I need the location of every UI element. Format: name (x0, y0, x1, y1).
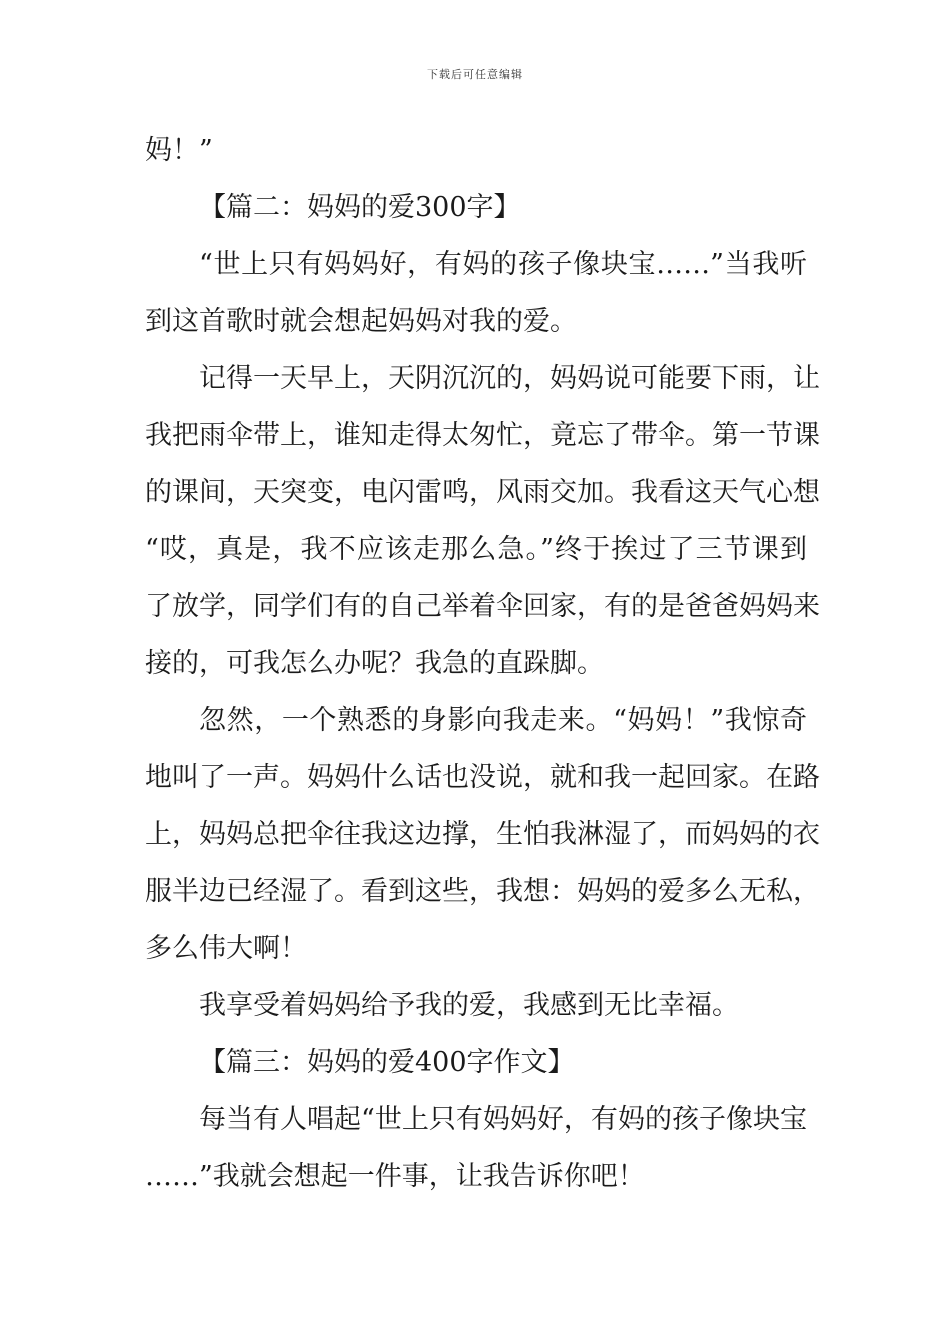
text-line: 的课间，天突变，电闪雷鸣，风雨交加。我看这天气心想 (145, 477, 820, 508)
text-line: 多么伟大啊！ (145, 933, 307, 964)
text-line: 每当有人唱起“世上只有妈妈好，有妈的孩子像块宝 (199, 1104, 807, 1135)
text-line: “哎，真是，我不应该走那么急。”终于挨过了三节课到 (145, 534, 807, 565)
text-line: 记得一天早上，天阴沉沉的，妈妈说可能要下雨，让 (199, 363, 820, 394)
section-heading-3: 【篇三：妈妈的爱400字作文】 (199, 1047, 575, 1078)
text-line: 妈！” (145, 135, 213, 166)
text-line: 服半边已经湿了。看到这些，我想：妈妈的爱多么无私， (145, 876, 820, 907)
text-line: 忽然，一个熟悉的身影向我走来。“妈妈！”我惊奇 (199, 705, 807, 736)
text-line: 了放学，同学们有的自己举着伞回家，有的是爸爸妈妈来 (145, 591, 820, 622)
text-line: 接的，可我怎么办呢？我急的直跺脚。 (145, 648, 604, 679)
section-heading-2: 【篇二：妈妈的爱300字】 (199, 192, 521, 223)
text-line: 我把雨伞带上，谁知走得太匆忙，竟忘了带伞。第一节课 (145, 420, 820, 451)
document-body (145, 122, 820, 1205)
text-line: ……”我就会想起一件事，让我告诉你吧！ (145, 1161, 645, 1192)
text-line: 我享受着妈妈给予我的爱，我感到无比幸福。 (199, 990, 739, 1021)
text-line: 上，妈妈总把伞往我这边撑，生怕我淋湿了，而妈妈的衣 (145, 819, 820, 850)
page-header-note: 下载后可任意编辑 (427, 68, 523, 81)
text-line: “世上只有妈妈好，有妈的孩子像块宝……”当我听 (199, 249, 807, 280)
text-line: 地叫了一声。妈妈什么话也没说，就和我一起回家。在路 (145, 762, 820, 793)
text-line: 到这首歌时就会想起妈妈对我的爱。 (145, 306, 577, 337)
